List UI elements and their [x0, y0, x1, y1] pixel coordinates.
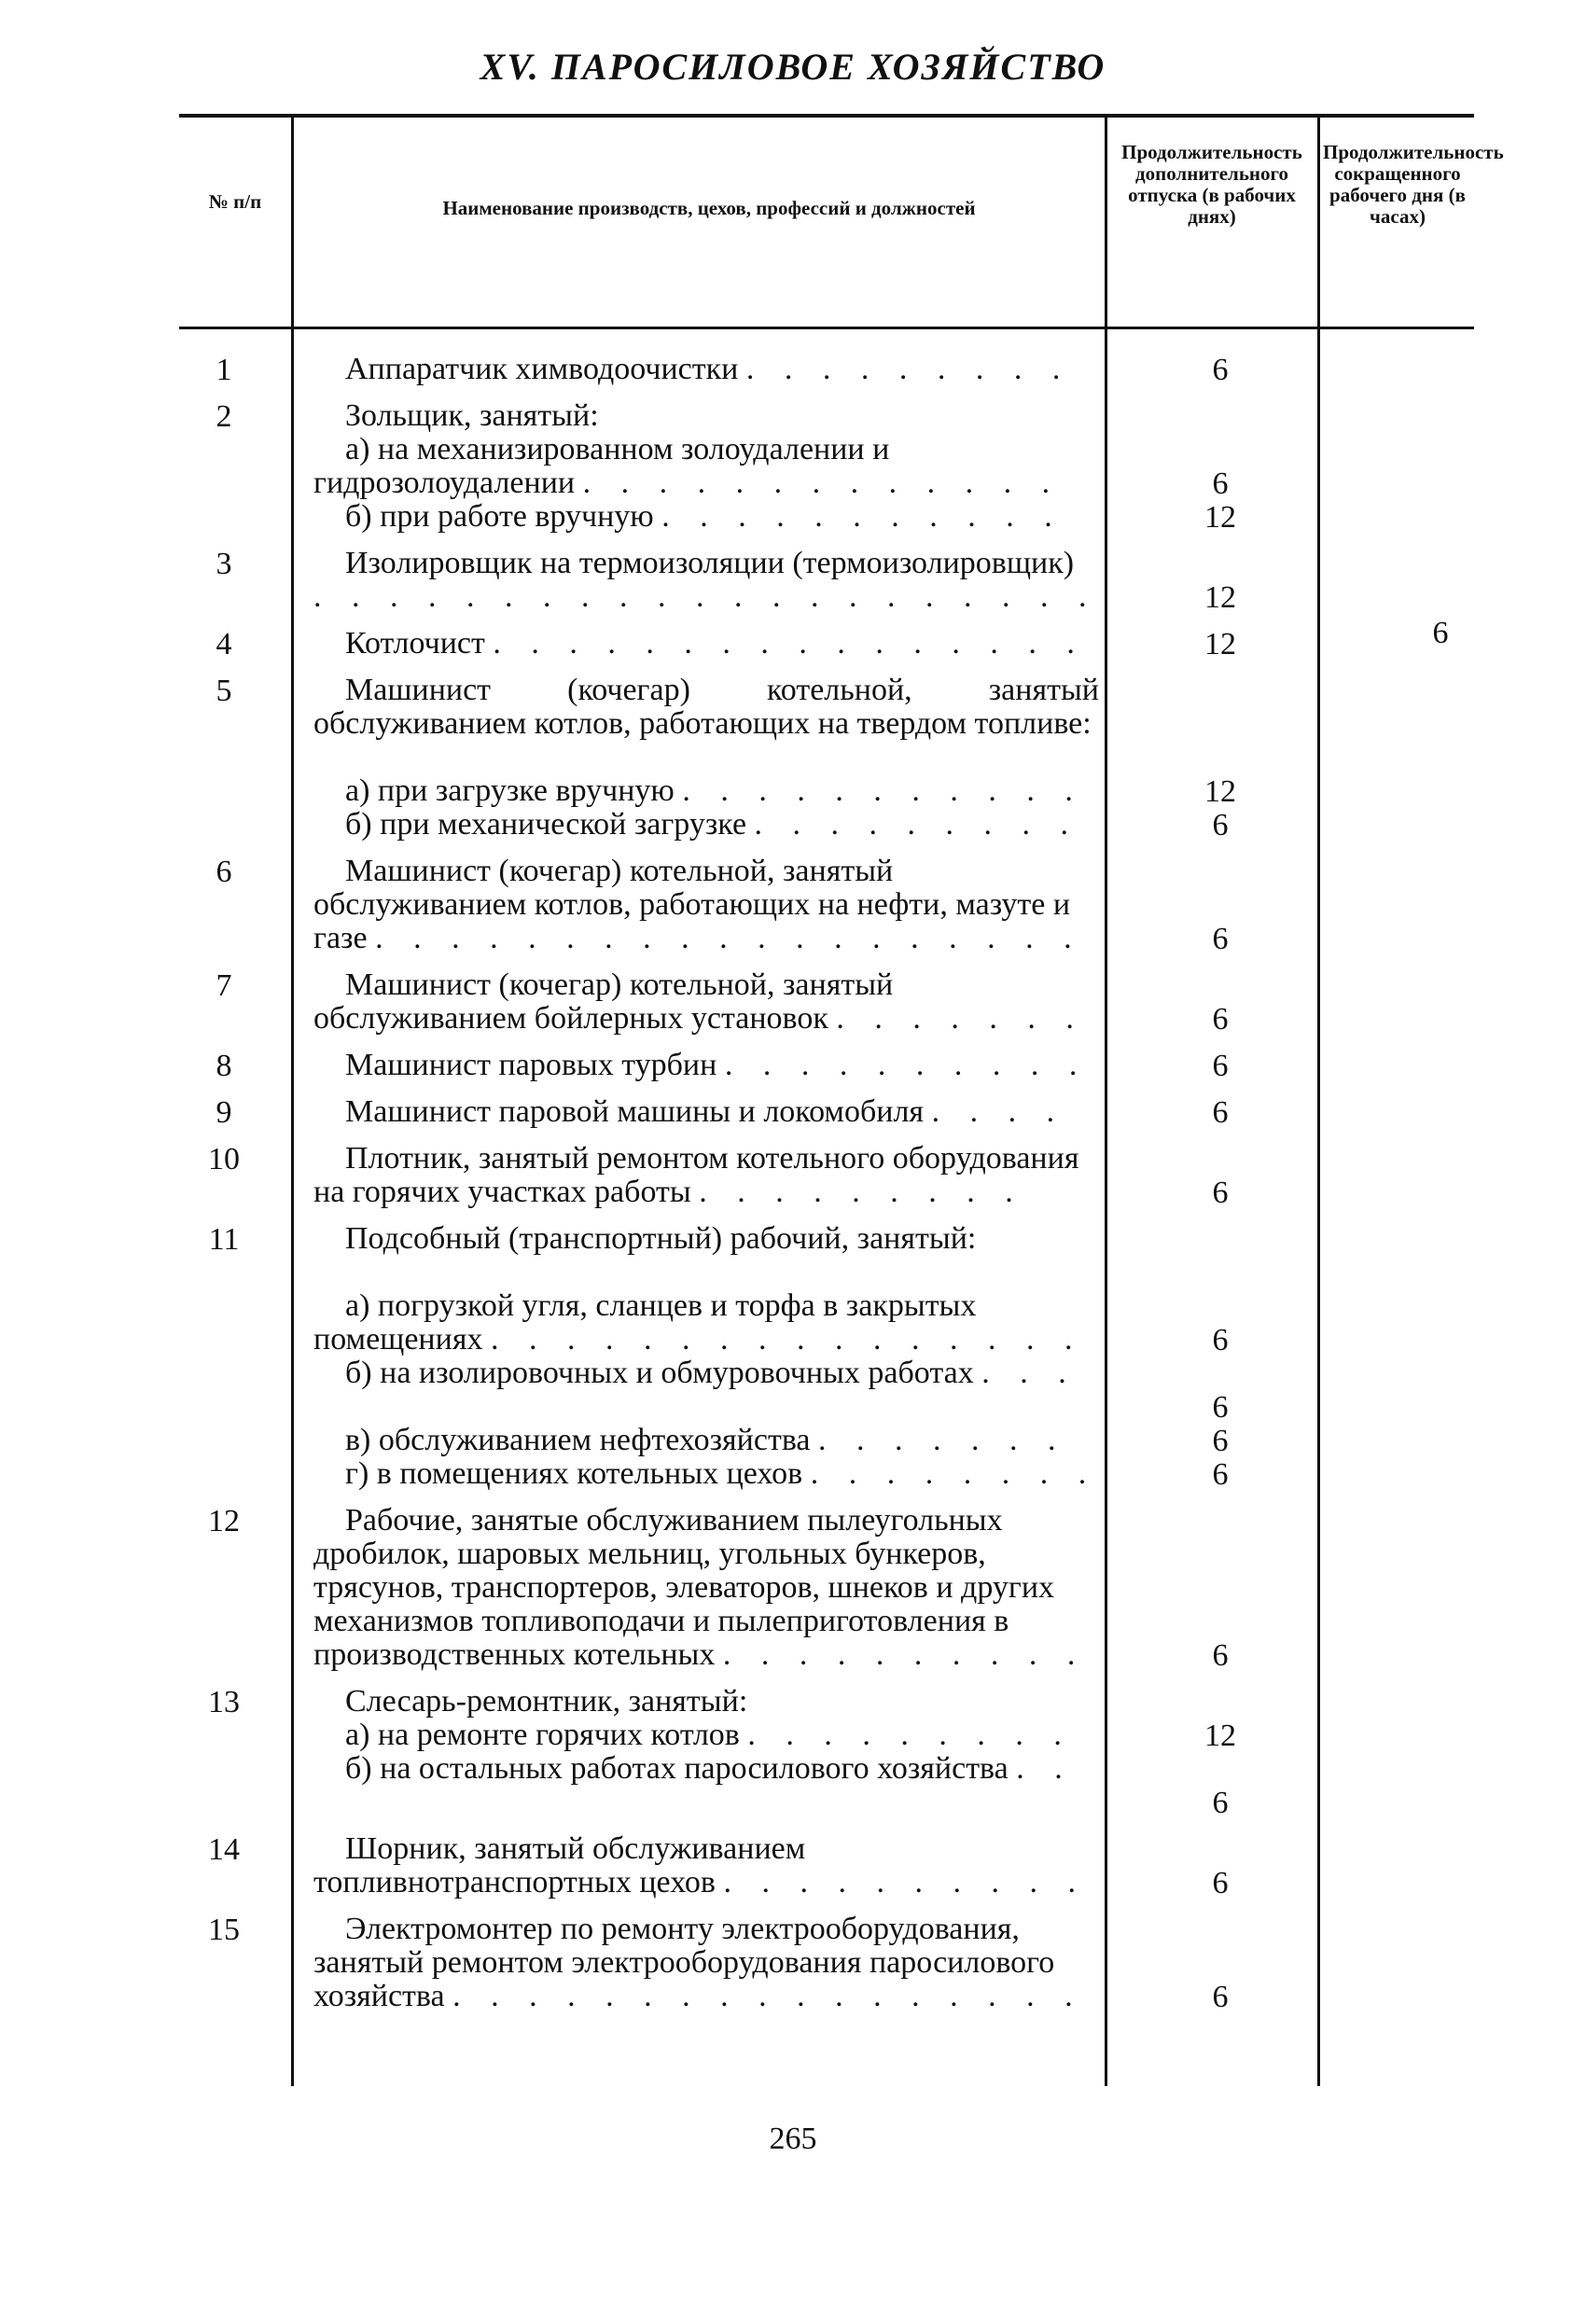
leader-dots: . . . . . . . .: [810, 1457, 1098, 1491]
row-name-line: [313, 500, 1099, 534]
leader-dots: . . . . . . . . . .: [722, 1637, 1087, 1672]
vacation-days-value: 6: [1212, 1323, 1229, 1357]
row-number: 9: [216, 1095, 232, 1130]
row-name-text: в) обслуживанием нефтехозяйства: [313, 1424, 819, 1457]
row-name-text: Машинист (кочегар) котельной, занятый обслуживанием котлов, работающих на нефти, мазуте и газе: [313, 855, 1071, 955]
row-number: 5: [216, 674, 232, 708]
header-shortday: Продолжительность сокращенного рабочего дня (в часах): [1323, 141, 1504, 228]
row-name-line: [313, 1424, 1099, 1457]
row-name-line: [313, 1913, 1099, 2013]
row-name-line: [313, 1504, 1099, 1672]
row-number: 12: [208, 1504, 240, 1538]
row-name-text: Аппаратчик химводоочистки: [313, 353, 746, 386]
leader-dots: . .: [1016, 1752, 1074, 1786]
leader-dots: . . . . . . . . .: [745, 353, 1072, 386]
column-divider-2: [1105, 118, 1107, 2086]
leader-dots: . . . . . . . . .: [747, 1719, 1073, 1752]
row-number: 13: [208, 1685, 240, 1719]
row-name-line: [313, 855, 1099, 955]
vacation-days-value: 6: [1212, 808, 1229, 842]
vacation-days-value: 12: [1204, 580, 1236, 615]
header-num: № п/п: [208, 190, 262, 213]
row-name-text: Машинист паровой машины и локомобиля: [313, 1095, 932, 1129]
row-name-line: [313, 1289, 1099, 1357]
row-number: 8: [216, 1049, 232, 1083]
row-number: 2: [216, 399, 232, 434]
vacation-days-value: 12: [1204, 627, 1236, 661]
vacation-days-value: 6: [1212, 1176, 1229, 1210]
row-name-line: [313, 627, 1099, 661]
row-name-line: [313, 1719, 1099, 1752]
row-number: 14: [208, 1832, 240, 1867]
row-name-line: [313, 808, 1099, 842]
leader-dots: . . .: [981, 1357, 1078, 1390]
row-name-text: а) на ремонте горячих котлов: [313, 1719, 748, 1752]
header-name: Наименование производств, цехов, профессий и должностей: [442, 197, 976, 219]
row-name-text: г) в помещениях котельных цехов: [313, 1457, 811, 1491]
row-number: 10: [208, 1142, 240, 1176]
row-number: 7: [216, 968, 232, 1003]
vacation-days-value: 6: [1212, 1390, 1229, 1425]
leader-dots: . . . . . . . . . . . . . . . . .: [452, 1979, 1084, 2013]
row-name-text: Котлочист: [313, 627, 494, 661]
row-number: 1: [216, 353, 232, 387]
row-name-line: [313, 1095, 1099, 1129]
page-number: 265: [769, 2122, 817, 2156]
row-name-text: а) при загрузке вручную: [313, 774, 683, 808]
header-vacation: Продолжительность дополнительного отпуска (в рабочих днях): [1121, 141, 1302, 228]
vacation-days-value: 6: [1212, 1786, 1229, 1820]
row-name-line: [313, 547, 1099, 614]
row-name-line: Слесарь-ремонтник, занятый:: [313, 1684, 748, 1719]
vacation-days-value: 6: [1212, 353, 1229, 387]
vacation-days-value: 12: [1204, 1719, 1236, 1753]
row-name-line: [313, 1752, 1099, 1786]
leader-dots: . . . .: [931, 1095, 1066, 1129]
row-name-text: Машинист паровых турбин: [313, 1049, 725, 1082]
vacation-days-value: 6: [1212, 922, 1229, 956]
row-name-line: [313, 1049, 1099, 1082]
row-number: 11: [208, 1222, 240, 1257]
vacation-days-value: 6: [1212, 466, 1229, 501]
row-name-line: [313, 968, 1099, 1036]
vacation-days-value: 12: [1204, 500, 1236, 535]
row-name-text: а) на механизированном золоудалении и гидрозолоудалении: [313, 433, 890, 500]
vacation-days-value: 6: [1212, 1002, 1229, 1037]
row-name-text: б) на изолировочных и обмуровочных работах: [313, 1357, 982, 1390]
vacation-days-value: 6: [1212, 1866, 1229, 1900]
row-number: 15: [208, 1913, 240, 1947]
leader-dots: . . . . . . . . . . . . . . . . . . .: [375, 921, 1083, 955]
row-name-line: [313, 1357, 1099, 1390]
row-name-line: Зольщик, занятый:: [313, 398, 599, 433]
leader-dots: . . . . . . . . . . .: [682, 774, 1084, 808]
row-name-text: б) при механической загрузке: [313, 808, 755, 842]
vacation-days-value: 6: [1212, 1049, 1229, 1083]
row-name-line: [313, 353, 1099, 386]
row-name-line: Машинист (кочегар) котельной, занятый обслуживанием котлов, работающих на твердом топливе:: [313, 673, 1099, 741]
leader-dots: . . . . . . . . . . .: [661, 500, 1064, 534]
vacation-days-value: 6: [1212, 1980, 1229, 2014]
row-name-line: [313, 433, 1099, 500]
table-top-rule: [179, 114, 1474, 118]
row-name-text: Рабочие, занятые обслуживанием пылеугольных дробилок, шаровых мельниц, угольных бункеров, трясунов, транспортеров, элеваторов, шнеков и других механизмов топливоподачи и пылеприготовления в производственных котельных: [313, 1504, 1055, 1672]
row-number: 6: [216, 855, 232, 889]
column-divider-1: [291, 118, 294, 2086]
page-title: XV. ПАРОСИЛОВОЕ ХОЗЯЙСТВО: [480, 46, 1106, 88]
vacation-days-value: 6: [1212, 1457, 1229, 1492]
leader-dots: . . . . . . . . . . . . .: [582, 466, 1062, 500]
leader-dots: . . . . . . .: [818, 1424, 1067, 1457]
leader-dots: . . . . . . . . .: [699, 1175, 1024, 1209]
row-name-text: Изолировщик на термоизоляции (термоизолировщик): [313, 547, 1075, 580]
header-bottom-rule: [179, 327, 1474, 329]
row-name-line: [313, 1142, 1099, 1209]
row-name-text: б) при работе вручную: [313, 500, 662, 534]
vacation-days-value: 6: [1212, 1095, 1229, 1130]
row-number: 3: [216, 547, 232, 581]
leader-dots: . . . . . . . . . . . . . . . .: [490, 1322, 1084, 1357]
row-name-text: Плотник, занятый ремонтом котельного оборудования на горячих участках работы: [313, 1142, 1079, 1209]
leader-dots: . . . . . . . . .: [754, 808, 1080, 842]
row-number: 4: [216, 627, 232, 661]
row-name-text: Электромонтер по ремонту электрооборудования, занятый ремонтом электрооборудования паросилового хозяйства: [313, 1913, 1055, 2013]
leader-dots: . . . . . . . . . .: [724, 1049, 1089, 1082]
leader-dots: . . . . . . . . . . . . . . . .: [493, 627, 1086, 661]
vacation-days-value: 6: [1212, 1638, 1229, 1673]
leader-dots: . . . . . . .: [836, 1001, 1085, 1036]
row-name-line: Подсобный (транспортный) рабочий, занятый:: [313, 1221, 977, 1256]
row-name-text: б) на остальных работах паросилового хозяйства: [313, 1752, 1017, 1786]
row-name-text: Машинист (кочегар) котельной, занятый обслуживанием бойлерных установок: [313, 968, 894, 1036]
row-name-text: а) погрузкой угля, сланцев и торфа в закрытых помещениях: [313, 1289, 977, 1357]
leader-dots: . . . . . . . . . .: [723, 1865, 1087, 1900]
vacation-days-value: 12: [1204, 774, 1236, 809]
row-name-text: Шорник, занятый обслуживанием топливнотранспортных цехов: [313, 1832, 806, 1900]
vacation-days-value: 6: [1212, 1424, 1229, 1458]
row-name-line: [313, 774, 1099, 808]
row-name-line: [313, 1457, 1099, 1491]
row-name-line: [313, 1832, 1099, 1900]
leader-dots: . . . . . . . . . . . . . . . . . . . . .: [313, 579, 1098, 614]
shortday-value: 6: [1432, 616, 1449, 650]
